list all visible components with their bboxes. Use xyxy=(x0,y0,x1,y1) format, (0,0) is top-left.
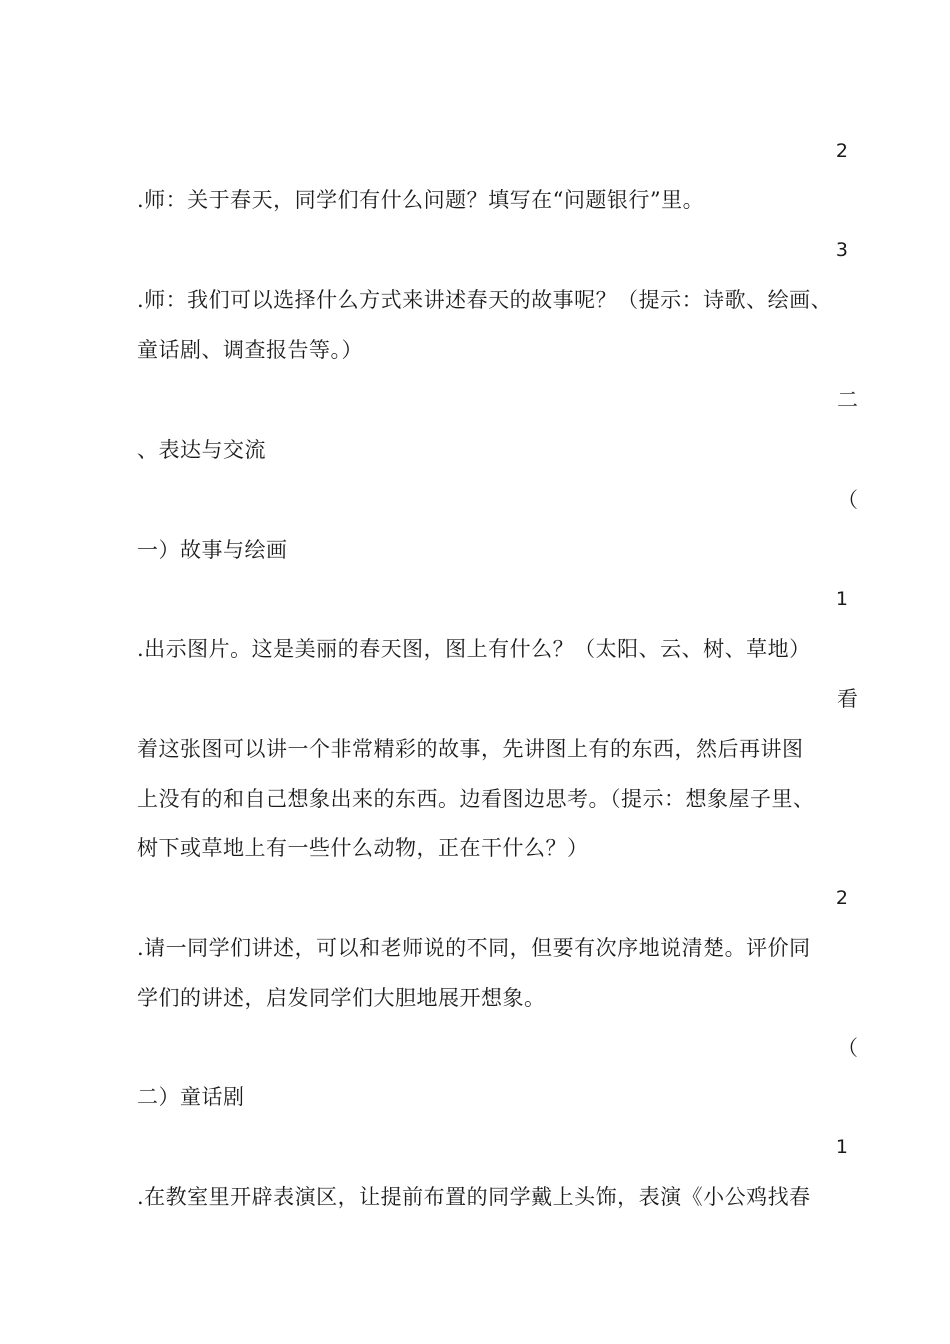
text-line: .请一同学们讲述，可以和老师说的不同，但要有次序地说清楚。评价同 xyxy=(137,936,811,960)
text-line: .在教室里开辟表演区，让提前布置的同学戴上头饰，表演《小公鸡找春 xyxy=(137,1185,811,1209)
text-line: .师：关于春天，同学们有什么问题？填写在“问题银行”里。 xyxy=(137,188,705,212)
text-line: .出示图片。这是美丽的春天图，图上有什么？（太阳、云、树、草地） xyxy=(137,637,811,661)
paragraph-marker: 1 xyxy=(835,588,848,610)
paragraph-marker: 3 xyxy=(835,239,848,261)
subsection-heading: 二）童话剧 xyxy=(137,1085,245,1109)
paragraph-marker: 1 xyxy=(835,1136,848,1158)
text-line: 着这张图可以讲一个非常精彩的故事，先讲图上有的东西，然后再讲图 xyxy=(137,737,804,761)
text-line: .师：我们可以选择什么方式来讲述春天的故事呢？（提示：诗歌、绘画、 xyxy=(137,288,833,312)
section-marker: 二 xyxy=(837,388,858,412)
subsection-heading: 一）故事与绘画 xyxy=(137,538,288,562)
text-line: 上没有的和自己想象出来的东西。边看图边思考。（提示：想象屋子里、 xyxy=(137,787,815,811)
paragraph-marker: 看 xyxy=(837,687,858,711)
subsection-marker: （ xyxy=(837,488,858,512)
subsection-marker: （ xyxy=(837,1036,858,1060)
text-line: 童话剧、调查报告等。） xyxy=(137,338,363,362)
text-line: 学们的讲述，启发同学们大胆地展开想象。 xyxy=(137,986,546,1010)
paragraph-marker: 2 xyxy=(835,140,848,162)
section-heading: 、表达与交流 xyxy=(137,438,266,462)
text-line: 树下或草地上有一些什么动物，正在干什么？） xyxy=(137,836,589,860)
paragraph-marker: 2 xyxy=(835,887,848,909)
